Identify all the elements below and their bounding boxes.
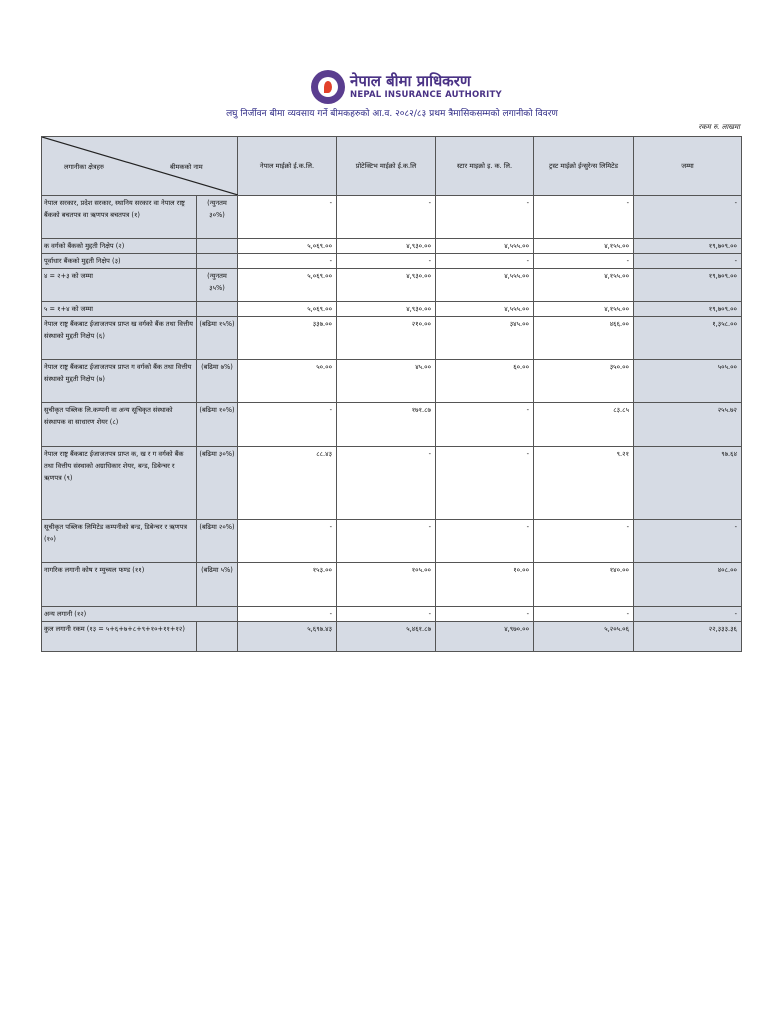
total-cell: ४०८.०० <box>634 563 742 607</box>
table-row <box>42 302 742 317</box>
logo-english-name: NEPAL INSURANCE AUTHORITY <box>350 90 502 101</box>
page-title: लघु निर्जीवन बीमा व्यवसाय गर्ने बीमकहरुको आ.व. २०८२/८३ प्रथम त्रैमासिकसम्मको लगानीको विवरण <box>226 109 558 119</box>
value-cell: ४,९३०.०० <box>337 269 436 302</box>
value-cell: - <box>238 520 337 563</box>
total-cell: - <box>634 520 742 563</box>
value-cell: १५३.०० <box>238 563 337 607</box>
corner-label-sectors: लगानीका क्षेत्रहरु <box>64 163 104 171</box>
value-cell: ४,९३०.०० <box>337 239 436 254</box>
value-cell: २१०.०० <box>337 317 436 360</box>
total-cell: ९७.६४ <box>634 447 742 520</box>
total-cell: १९,७०९.०० <box>634 239 742 254</box>
value-cell: १०५.०० <box>337 563 436 607</box>
table-row <box>42 403 742 447</box>
table-row <box>42 360 742 403</box>
value-cell: - <box>436 607 534 622</box>
value-cell: - <box>238 254 337 269</box>
value-cell: ३३७.०० <box>238 317 337 360</box>
value-cell: ४,९७०.०० <box>436 622 534 652</box>
value-cell: ९.२१ <box>534 447 634 520</box>
row-limit <box>197 254 238 269</box>
value-cell: ४,५५५.०० <box>436 302 534 317</box>
value-cell: - <box>238 607 337 622</box>
row-label: सूचीकृत पब्लिक लिमिटेड कम्पनीको बन्ड, डिबेन्चर र ऋणपत्र (१०) <box>42 520 197 563</box>
row-limit: (न्युनतम ३०%) <box>197 196 238 239</box>
value-cell: ४,५५५.०० <box>436 269 534 302</box>
value-cell: ४,५५५.०० <box>436 239 534 254</box>
row-limit: (बढिमा ७%) <box>197 360 238 403</box>
row-limit <box>197 622 238 652</box>
corner-label-insurer: बीमकको नाम <box>170 163 203 171</box>
row-limit: (बढिमा २०%) <box>197 520 238 563</box>
total-cell: १,३५८.०० <box>634 317 742 360</box>
value-cell: - <box>436 196 534 239</box>
value-cell: ४,९३०.०० <box>337 302 436 317</box>
table-row <box>42 563 742 607</box>
value-cell: - <box>238 196 337 239</box>
value-cell: ४५.०० <box>337 360 436 403</box>
value-cell: - <box>337 607 436 622</box>
row-limit: (बढिमा ५%) <box>197 563 238 607</box>
row-limit: (बढिमा १०%) <box>197 403 238 447</box>
row-limit: (न्युनतम ३५%) <box>197 269 238 302</box>
total-cell: - <box>634 196 742 239</box>
row-label: सुचीकृत पब्लिक लि.कम्पनी वा अन्य सूचिकृत संस्थाको संस्थापक वा साधारण शेयर (८) <box>42 403 197 447</box>
table-row <box>42 520 742 563</box>
column-header: स्टार माइक्रो इ. क. लि. <box>436 137 534 196</box>
value-cell: - <box>534 196 634 239</box>
value-cell: ८८.४३ <box>238 447 337 520</box>
row-limit: (बढिमा १५%) <box>197 317 238 360</box>
total-cell: १९,७०९.०० <box>634 302 742 317</box>
unit-note: रकम रु. लाखमा <box>698 123 740 131</box>
row-label: नेपाल राष्ट्र बैंकबाट ईजाजतपत्र प्राप्त क, ख र ग वर्गको बैंक तथा वित्तीय संस्थाको अग्राधिकार शेयर, बन्ड, डिबेन्चर र ऋणपत्र (९) <box>42 447 197 520</box>
value-cell: ५,०६९.०० <box>238 239 337 254</box>
value-cell: ४६६.०० <box>534 317 634 360</box>
column-header: ट्रस्ट माईक्रो ईन्सुरेन्स लिमिटेड <box>534 137 634 196</box>
value-cell: १४०.०० <box>534 563 634 607</box>
nia-emblem-icon <box>311 70 345 104</box>
total-cell: - <box>634 254 742 269</box>
row-label: ४ = २+३ को जम्मा <box>42 269 197 302</box>
value-cell: - <box>534 607 634 622</box>
table-row <box>42 622 742 652</box>
value-cell: - <box>436 520 534 563</box>
table-row <box>42 254 742 269</box>
row-label: नेपाल राष्ट्र बैंकबाट ईजाजतपत्र प्राप्त ग वर्गको बैंक तथा वित्तीय संस्थाको मुद्दती निक्षेप (७) <box>42 360 197 403</box>
total-cell: १९,७०९.०० <box>634 269 742 302</box>
value-cell: - <box>534 254 634 269</box>
row-label: नेपाल राष्ट्र बैंकबाट ईजाजतपत्र प्राप्त ख वर्गको बैंक तथा वित्तीय संस्थाको मुद्दती निक्षेप (६) <box>42 317 197 360</box>
value-cell: ४,१५५.०० <box>534 302 634 317</box>
table-row <box>42 607 742 622</box>
value-cell: ४,१५५.०० <box>534 269 634 302</box>
logo-nepali-name: नेपाल बीमा प्राधिकरण <box>350 72 471 91</box>
table-row <box>42 239 742 254</box>
total-cell: २५५.७२ <box>634 403 742 447</box>
header-row <box>42 137 742 196</box>
investment-table <box>41 136 742 652</box>
logo <box>311 70 502 104</box>
row-label: नेपाल सरकार, प्रदेश सरकार, स्थानिय सरकार वा नेपाल राष्ट्र बैंकको बचतपत्र वा ऋणपत्र बचतपत्र (१) <box>42 196 197 239</box>
value-cell: - <box>436 254 534 269</box>
value-cell: ५,६९७.४३ <box>238 622 337 652</box>
value-cell: - <box>436 447 534 520</box>
value-cell: - <box>337 447 436 520</box>
value-cell: ५०.०० <box>238 360 337 403</box>
value-cell: १०.०० <box>436 563 534 607</box>
row-limit: (बढिमा ३०%) <box>197 447 238 520</box>
column-header-total: जम्मा <box>634 137 742 196</box>
value-cell: ३४५.०० <box>436 317 534 360</box>
row-label: कुल लगानी रकम (१३ = ५+६+७+८+९+१०+११+१२) <box>42 622 197 652</box>
table-row <box>42 317 742 360</box>
value-cell: ८३.८५ <box>534 403 634 447</box>
total-cell: - <box>634 607 742 622</box>
table-row <box>42 196 742 239</box>
value-cell: ५,२०५.०६ <box>534 622 634 652</box>
table-row <box>42 447 742 520</box>
total-cell: २२,३३३.३६ <box>634 622 742 652</box>
value-cell: - <box>337 196 436 239</box>
row-label: अन्य लगानी (१२) <box>42 607 238 622</box>
value-cell: - <box>337 254 436 269</box>
row-limit <box>197 239 238 254</box>
row-limit <box>197 302 238 317</box>
total-cell: ५०५.०० <box>634 360 742 403</box>
column-header: नेपाल माईक्रो ई.क.लि. <box>238 137 337 196</box>
value-cell: - <box>436 403 534 447</box>
column-header: प्रोटेक्टिभ माईक्रो ई.क.लि <box>337 137 436 196</box>
table-row <box>42 269 742 302</box>
value-cell: - <box>238 403 337 447</box>
row-label: ५ = १+४ को जम्मा <box>42 302 197 317</box>
value-cell: १७१.८७ <box>337 403 436 447</box>
value-cell: ५,०६९.०० <box>238 302 337 317</box>
row-label: पूर्वाधार बैंकको मुद्दती निक्षेप (३) <box>42 254 197 269</box>
value-cell: - <box>337 520 436 563</box>
value-cell: - <box>534 520 634 563</box>
value-cell: ५,०६९.०० <box>238 269 337 302</box>
row-label: क वर्गको बैंकको मुद्दती निक्षेप (२) <box>42 239 197 254</box>
value-cell: ३५०.०० <box>534 360 634 403</box>
row-label: नागरिक लगानी कोष र म्युच्यल फण्ड (११) <box>42 563 197 607</box>
value-cell: ४,१५५.०० <box>534 239 634 254</box>
corner-header-cell <box>42 137 238 196</box>
value-cell: ५,४६१.८७ <box>337 622 436 652</box>
value-cell: ६०.०० <box>436 360 534 403</box>
